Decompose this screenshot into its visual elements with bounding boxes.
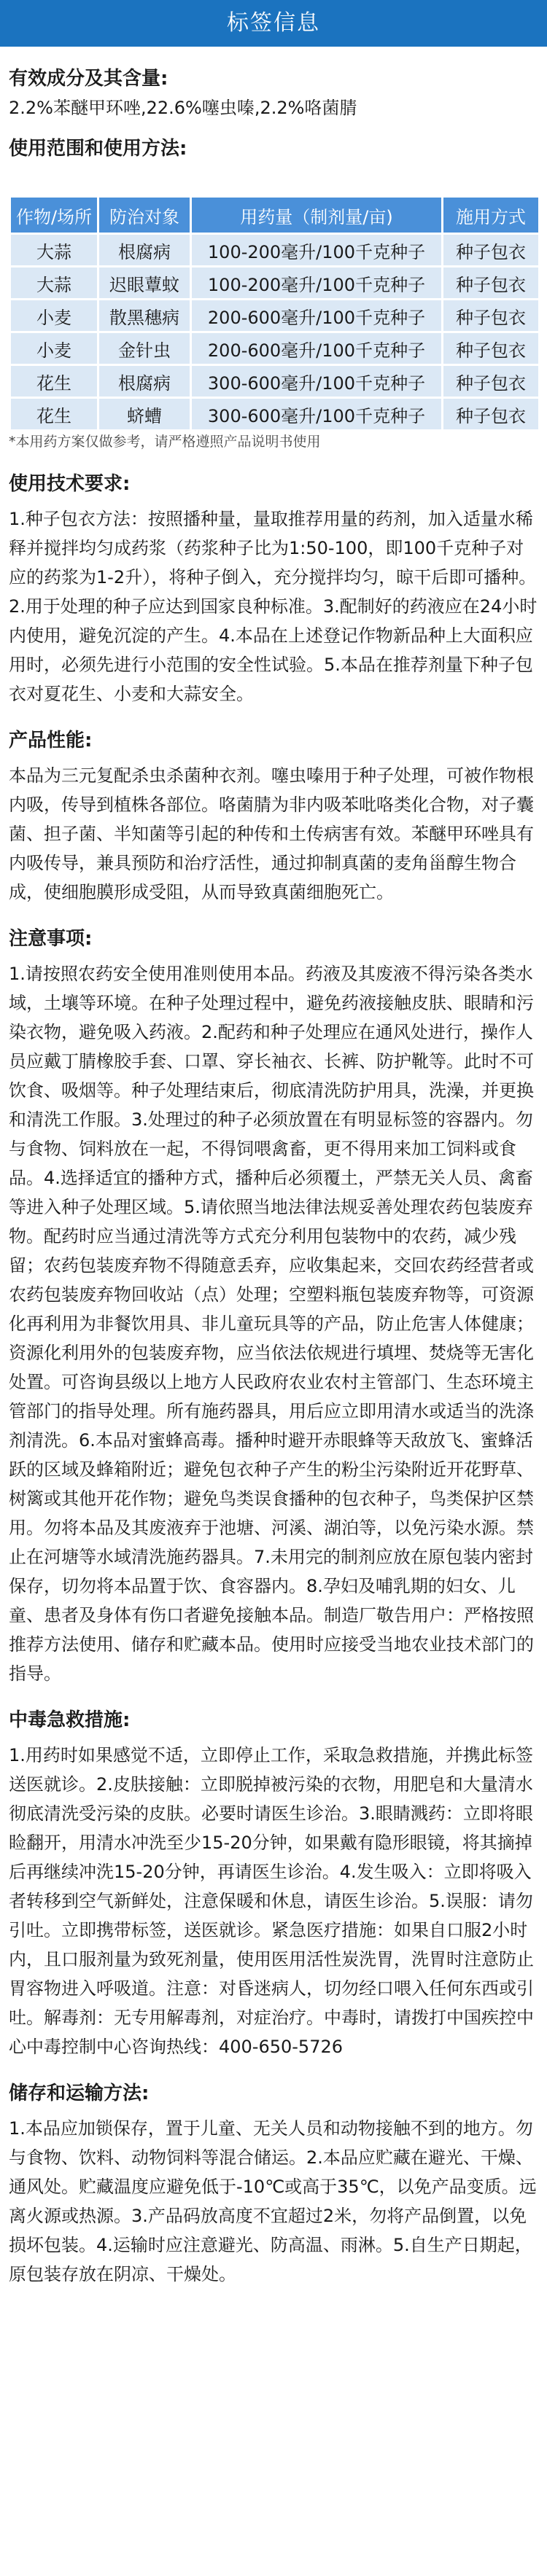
column-header: 作物/场所 (11, 198, 97, 233)
usage-note: *本用药方案仅做参考，请严格遵照产品说明书使用 (9, 434, 321, 450)
table-header-row (11, 198, 538, 233)
table-cell: 200-600毫升/100千克种子 (192, 300, 441, 331)
table-cell: 种子包衣 (443, 235, 538, 265)
table-row (11, 333, 538, 364)
performance-text: 本品为三元复配杀虫杀菌种衣剂。噻虫嗪用于种子处理，可被作物根内吸，传导到植株各部位。咯菌腈为非内吸苯吡咯类化合物，对子囊菌、担子菌、半知菌等引起的种传和土传病害有效。苯醚甲环唑具有内吸传导，兼具预防和治疗活性，通过抑制真菌的麦角甾醇生物合成，使细胞膜形成受阻，从而导致真菌细胞死亡。 (9, 765, 534, 902)
technique-section (9, 469, 538, 709)
table-cell: 种子包衣 (443, 268, 538, 298)
performance-title: 产品性能: (9, 730, 93, 752)
usage-table (9, 195, 540, 432)
precautions-text: 1.请按照农药安全使用准则使用本品。药液及其废液不得污染各类水域，土壤等环境。在种子处理过程中，避免药液接触皮肤、眼睛和污染衣物，避免吸入药液。2.配药和种子处理应在通风处进行，操作人员应戴丁腈橡胶手套、口罩、穿长袖衣、长裤、防护靴等。此时不可饮食、吸烟等。种子处理结束后，彻底清洗防护用具，洗澡，并更换和清洗工作服。3.处理过的种子必须放置在有明显标签的容器内。勿与食物、饲料放在一起，不得饲喂禽畜，更不得用来加工饲料或食品。4.选择适宜的播种方式，播种后必须覆土，严禁无关人员、禽畜等进入种子处理区域。5.请依照当地法律法规妥善处理农药包装废弃物。配药时应当通过清洗等方式充分利用包装物中的农药，减少残留；农药包装废弃物不得随意丢弃，应收集起来，交回农药经营者或农药包装废弃物回收站（点）处理；空塑料瓶包装废弃物等，可资源化再利用为非餐饮用具、非儿童玩具等的产品，防止危害人体健康；资源化利用外的包装废弃物，应当依法依规进行填埋、焚烧等无害化处置。可咨询县级以上地方人民政府农业农村主管部门、生态环境主管部门的指导处理。所有施药器具，用后应立即用清水或适当的洗涤剂清洗。6.本品对蜜蜂高毒。播种时避开赤眼蜂等天敌放飞、蜜蜂活跃的区域及蜂箱附近；避免包衣种子产生的粉尘污染附近开花野草、树篱或其他开花作物；避免鸟类误食播种的包衣种子，鸟类保护区禁用。勿将本品及其废液弃于池塘、河溪、湖泊等，以免污染水源。禁止在河塘等水域清洗施药器具。7.未用完的制剂应放在原包装内密封保存，切勿将本品置于饮、食容器内。8.孕妇及哺乳期的妇女、儿童、患者及身体有伤口者避免接触本品。制造厂敬告用户：严格按照推荐方法使用、储存和贮藏本品。使用时应接受当地农业技术部门的指导。 (9, 964, 534, 1684)
technique-title: 使用技术要求: (9, 473, 131, 495)
table-cell: 金针虫 (99, 333, 190, 364)
table-cell: 根腐病 (99, 366, 190, 397)
table-cell: 200-600毫升/100千克种子 (192, 333, 441, 364)
technique-text: 1.种子包衣方法：按照播种量，量取推荐用量的药剂，加入适量水稀释并搅拌均匀成药浆（药浆种子比为1:50-100，即100千克种子对应的药浆为1-2升），将种子倒入，充分搅拌均匀，晾干后即可播种。2.用于处理的种子应达到国家良种标准。3.配制好的药液应在24小时内使用，避免沉淀的产生。4.本品在上述登记作物新品种上大面积应用时，必须先进行小范围的安全性试验。5.本品在推荐剂量下种子包衣对夏花生、小麦和大蒜安全。 (9, 509, 538, 704)
ingredients-section (9, 64, 538, 122)
first-aid-title: 中毒急救措施: (9, 1709, 131, 1731)
table-cell: 散黑穗病 (99, 300, 190, 331)
table-cell: 种子包衣 (443, 300, 538, 331)
label-info-header (0, 0, 547, 47)
table-cell: 花生 (11, 366, 97, 397)
table-cell: 300-600毫升/100千克种子 (192, 366, 441, 397)
precautions-title: 注意事项: (9, 928, 93, 950)
table-row (11, 300, 538, 331)
table-cell: 种子包衣 (443, 366, 538, 397)
table-row (11, 366, 538, 397)
table-row (11, 268, 538, 298)
table-cell: 大蒜 (11, 268, 97, 298)
ingredients-text: 2.2%苯醚甲环唑,22.6%噻虫嗪,2.2%咯菌腈 (9, 98, 357, 118)
table-cell: 迟眼蕈蚊 (99, 268, 190, 298)
first-aid-section (9, 1706, 538, 2061)
table-cell: 花生 (11, 399, 97, 429)
table-row (11, 235, 538, 265)
scope-section (9, 134, 538, 452)
column-header: 用药量（制剂量/亩) (192, 198, 441, 233)
table-cell: 大蒜 (11, 235, 97, 265)
storage-section (9, 2079, 538, 2289)
page-title: 标签信息 (227, 10, 320, 36)
table-cell: 小麦 (11, 300, 97, 331)
table-cell: 100-200毫升/100千克种子 (192, 268, 441, 298)
label-content (0, 47, 547, 2289)
performance-section (9, 726, 538, 907)
table-cell: 根腐病 (99, 235, 190, 265)
column-header: 防治对象 (99, 198, 190, 233)
table-cell: 种子包衣 (443, 399, 538, 429)
table-cell: 100-200毫升/100千克种子 (192, 235, 441, 265)
table-cell: 300-600毫升/100千克种子 (192, 399, 441, 429)
table-cell: 小麦 (11, 333, 97, 364)
table-row (11, 399, 538, 429)
table-cell: 种子包衣 (443, 333, 538, 364)
table-cell: 蛴螬 (99, 399, 190, 429)
ingredients-title: 有效成分及其含量: (9, 68, 168, 90)
precautions-section (9, 924, 538, 1688)
first-aid-text: 1.用药时如果感觉不适，立即停止工作，采取急救措施，并携此标签送医就诊。2.皮肤接触：立即脱掉被污染的衣物，用肥皂和大量清水彻底清洗受污染的皮肤。必要时请医生诊治。3.眼睛溅药：立即将眼睑翻开，用清水冲洗至少15-20分钟，如果戴有隐形眼镜，将其摘掉后再继续冲洗15-20分钟，再请医生诊治。4.发生吸入：立即将吸入者转移到空气新鲜处，注意保暖和休息，请医生诊治。5.误服：请勿引吐。立即携带标签，送医就诊。紧急医疗措施：如果自口服2小时内，且口服剂量为致死剂量，使用医用活性炭洗胃，洗胃时注意防止胃容物进入呼吸道。注意：对昏迷病人，切勿经口喂入任何东西或引吐。解毒剂：无专用解毒剂，对症治疗。中毒时，请拨打中国疾控中心中毒控制中心咨询热线：400-650-5726 (9, 1745, 534, 2057)
storage-text: 1.本品应加锁保存，置于儿童、无关人员和动物接触不到的地方。勿与食物、饮料、动物饲料等混合储运。2.本品应贮藏在避光、干燥、通风处。贮藏温度应避免低于-10℃或高于35℃，以免产品变质。远离火源或热源。3.产品码放高度不宜超过2米，勿将产品倒置，以免损坏包装。4.运输时应注意避光、防高温、雨淋。5.自生产日期起，原包装存放在阴凉、干燥处。 (9, 2118, 537, 2284)
scope-title: 使用范围和使用方法: (9, 138, 187, 160)
storage-title: 储存和运输方法: (9, 2083, 150, 2104)
column-header: 施用方式 (443, 198, 538, 233)
